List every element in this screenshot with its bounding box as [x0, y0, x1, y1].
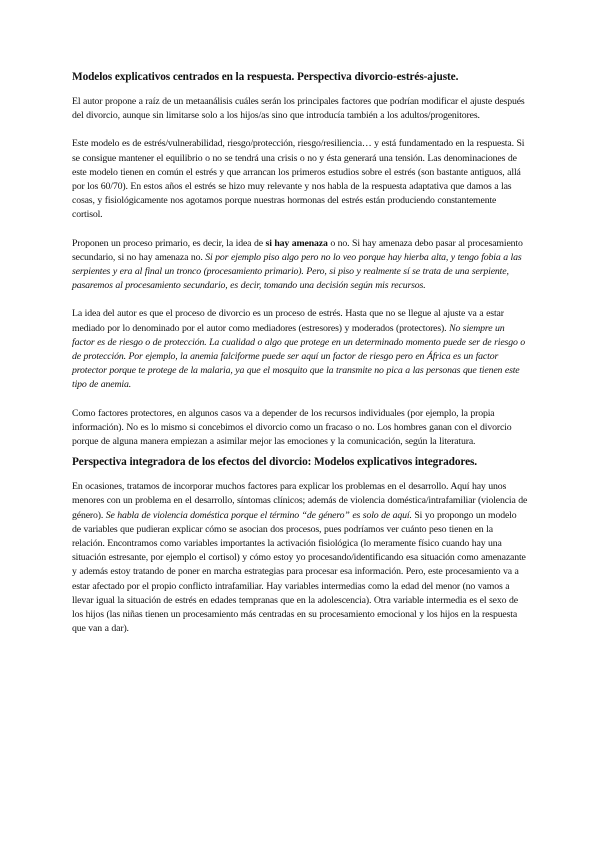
document-page [72, 70, 528, 651]
paragraph-text: Este modelo es de estrés/vulnerabilidad, riesgo/protección, riesgo/resiliencia… y está fundamentado en la respuesta. Si se consigue mantener el equilibrio o no se tendrá una crisis o no y ésta generará una tensión. Las denominaciones de este modelo tienen en común el estrés y que arrancan los primeros estudios sobre el estrés (son bastante antiguos, allá por los 60/70). En estos años el estrés se hizo muy relevante y nos habla de la respuesta adaptativa que damos a las cosas, y fisiológicamente nos agotamos porque nuestras hormonas del estrés están produciendo constantemente cortisol. [72, 138, 525, 221]
italic-example: Si por ejemplo piso algo pero no lo veo porque hay hierba alta, y tengo fobia a las serpientes y era al final un tronco (procesamiento primario). Pero, si piso y realmente sí se trata de una serpiente, pasaremos al procesamiento secundario, es decir, tomando una decisión según mis recursos. [72, 251, 522, 292]
paragraph-text: Proponen un proceso primario, es decir, la idea de [72, 237, 266, 249]
paragraph-stress-model [72, 137, 528, 222]
paragraph-text: o no. Si hay amenaza debo pasar al procesamiento secundario, si no hay amenaza no. [72, 237, 523, 263]
paragraph-text: Si yo propongo un modelo de variables que pudieran explicar cómo se asocian dos procesos, pues podríamos ver cuánto peso tienen en la relación. Encontramos como variables importantes la activación fisiológica (lo meramente físico cuando hay una situación estresante, por ejemplo el cortisol) y cómo estoy yo procesando/identificando esa situación como amenazante y además estoy tratando de poner en marcha estrategias para procesar esa información. Pero, este procesamiento va a estar afectado por el propio conflicto intrafamiliar. Hay variables intermedias como la edad del menor (no vamos a llevar igual la situación de estrés en edades tempranas que en la adolescencia). Otra variable intermedia es el sexo de los hijos (las niñas tienen un procesamiento más centradas en su procesamiento emocional y los hijos en la respuesta que van a dar). [72, 509, 526, 635]
italic-example: Se habla de violencia doméstica porque el término “de género” es solo de aquí. [105, 509, 412, 521]
paragraph-integrative-explanation [72, 480, 528, 636]
paragraph-primary-process [72, 237, 528, 294]
paragraph-text: El autor propone a raíz de un metaanálisis cuáles serán los principales factores que podrían modificar el ajuste después del divorcio, aunque sin limitarse solo a los hijos/as sino que introducía también a los adultos/progenitores. [72, 96, 525, 122]
section-heading-integrative-models: Perspectiva integradora de los efectos del divorcio: Modelos explicativos integradores. [72, 456, 478, 469]
paragraph-protective-factors [72, 407, 528, 450]
paragraph-text: La idea del autor es que el proceso de divorcio es un proceso de estrés. Hasta que no se llegue al ajuste va a estar mediado por lo denominado por el autor como mediadores (estresores) y moderados (protectores). [72, 308, 504, 334]
paragraph-text: Como factores protectores, en algunos casos va a depender de los recursos individuales (por ejemplo, la propia información). No es lo mismo si concebimos el divorcio como un fracaso o no. Los hombres ganan con el divorcio porque de alguna manera empiezan a asimilar mejor las emociones y la comunicación, según la literatura. [72, 407, 512, 448]
paragraph-text: En ocasiones, tratamos de incorporar muchos factores para explicar los problemas en el desarrollo. Aquí hay unos menores con un problema en el desarrollo, síntomas clínicos; además de violencia doméstica/intrafamiliar (violencia de género). [72, 481, 528, 521]
italic-example: No siempre un factor es de riesgo o de protección. La cualidad o algo que protege en un determinado momento puede ser de riesgo o de protección. Por ejemplo, la anemia falciforme puede ser aquí un factor de riesgo pero en África es un factor protector porque te protege de la malaria, ya que el mosquito que la transmite no pica a las personas que tienen este tipo de anemia. [72, 322, 526, 391]
paragraph-divorce-stress-process [72, 307, 528, 392]
section-heading-response-models: Modelos explicativos centrados en la respuesta. Perspectiva divorcio-estrés-ajuste. [72, 71, 459, 83]
bold-phrase: si hay amenaza [265, 237, 328, 249]
paragraph-intro-metaanalysis [72, 95, 528, 123]
